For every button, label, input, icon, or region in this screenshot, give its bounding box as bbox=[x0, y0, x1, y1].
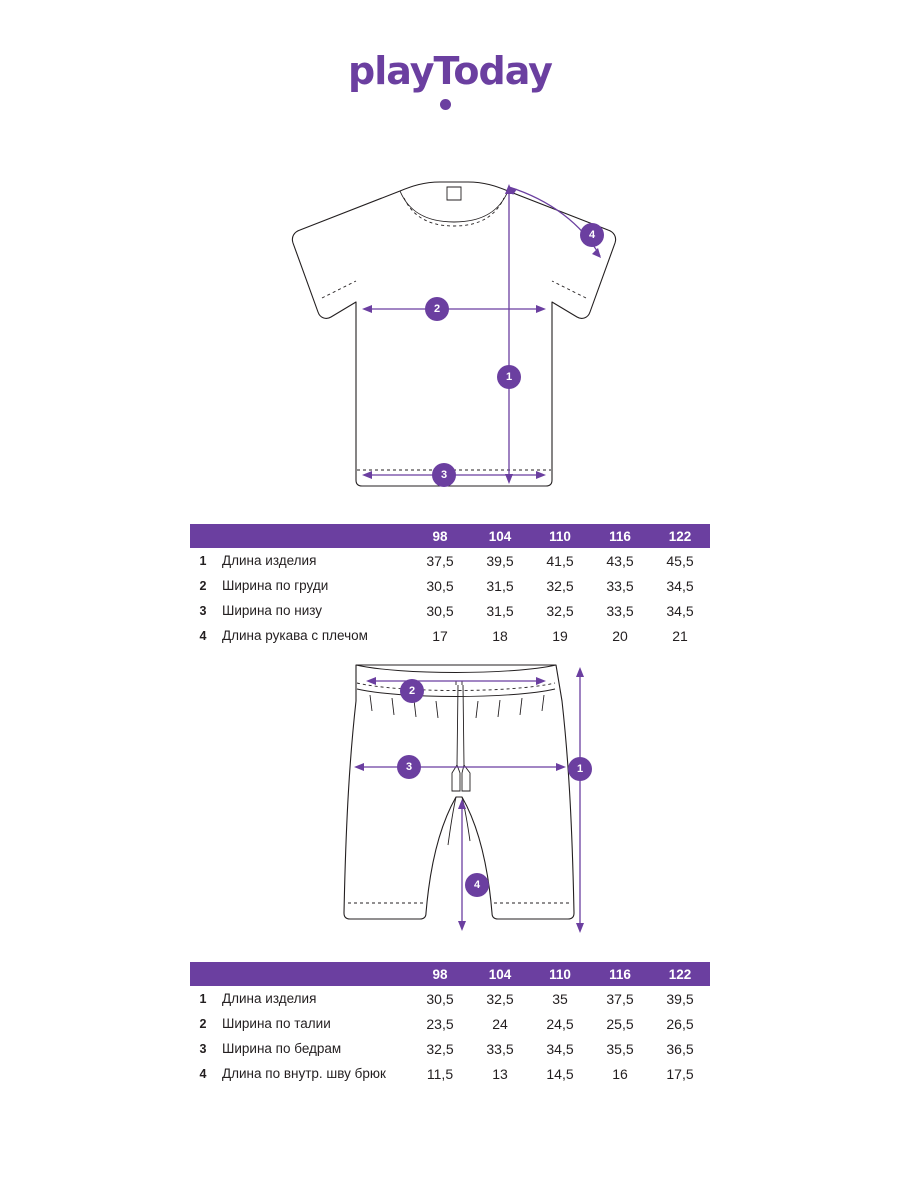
cell-value: 39,5 bbox=[486, 552, 514, 569]
cell-value: 32,5 bbox=[486, 990, 514, 1007]
table-row bbox=[190, 573, 710, 598]
row-label: Длина изделия bbox=[222, 553, 317, 568]
header-size-122: 122 bbox=[650, 962, 710, 986]
cell-value: 11,5 bbox=[426, 1065, 454, 1082]
cell-value: 17,5 bbox=[666, 1065, 694, 1082]
header-size-116: 116 bbox=[590, 524, 650, 548]
table-row bbox=[190, 1036, 710, 1061]
cell-value: 21 bbox=[672, 627, 688, 644]
table-shorts bbox=[190, 962, 710, 1086]
cell-value: 19 bbox=[552, 627, 568, 644]
cell-value: 35,5 bbox=[606, 1040, 634, 1057]
size-table-shorts bbox=[190, 962, 710, 1086]
table-row bbox=[190, 598, 710, 623]
row-label: Длина по внутр. шву брюк bbox=[222, 1066, 386, 1081]
cell-value: 30,5 bbox=[426, 990, 454, 1007]
cell-value: 37,5 bbox=[426, 552, 454, 569]
cell-value: 39,5 bbox=[666, 990, 694, 1007]
cell-value: 31,5 bbox=[486, 577, 514, 594]
svg-text:3: 3 bbox=[440, 469, 448, 481]
cell-value: 34,5 bbox=[546, 1040, 574, 1057]
header-size-104: 104 bbox=[470, 524, 530, 548]
cell-value: 18 bbox=[492, 627, 508, 644]
row-index: 3 bbox=[199, 603, 207, 618]
cell-value: 32,5 bbox=[546, 577, 574, 594]
header-size-122: 122 bbox=[650, 524, 710, 548]
cell-value: 16 bbox=[612, 1065, 628, 1082]
header-size-110: 110 bbox=[530, 524, 590, 548]
svg-text:2: 2 bbox=[408, 685, 416, 697]
header-size-116: 116 bbox=[590, 962, 650, 986]
header-size-98: 98 bbox=[410, 524, 470, 548]
cell-value: 31,5 bbox=[486, 602, 514, 619]
table-header-row bbox=[190, 962, 710, 986]
cell-value: 34,5 bbox=[666, 577, 694, 594]
cell-value: 14,5 bbox=[546, 1065, 574, 1082]
header-index bbox=[190, 524, 216, 548]
cell-value: 35 bbox=[552, 990, 568, 1007]
table-row bbox=[190, 548, 710, 573]
row-label: Ширина по талии bbox=[222, 1016, 331, 1031]
row-index: 2 bbox=[199, 1016, 207, 1031]
row-index: 3 bbox=[199, 1041, 207, 1056]
row-index: 1 bbox=[199, 553, 207, 568]
row-label: Ширина по низу bbox=[222, 603, 323, 618]
cell-value: 24,5 bbox=[546, 1015, 574, 1032]
svg-text:3: 3 bbox=[405, 761, 413, 773]
header-measure-name bbox=[216, 962, 410, 986]
table-header-row bbox=[190, 524, 710, 548]
cell-value: 33,5 bbox=[486, 1040, 514, 1057]
cell-value: 20 bbox=[612, 627, 628, 644]
row-index: 2 bbox=[199, 578, 207, 593]
table-row bbox=[190, 1061, 710, 1086]
cell-value: 25,5 bbox=[606, 1015, 634, 1032]
cell-value: 45,5 bbox=[666, 552, 694, 569]
svg-text:4: 4 bbox=[588, 229, 596, 241]
cell-value: 24 bbox=[492, 1015, 508, 1032]
cell-value: 41,5 bbox=[546, 552, 574, 569]
svg-text:1: 1 bbox=[505, 371, 513, 383]
header-measure-name bbox=[216, 524, 410, 548]
logo-dot bbox=[440, 99, 451, 110]
table-tshirt bbox=[190, 524, 710, 648]
row-label: Ширина по груди bbox=[222, 578, 329, 593]
svg-text:2: 2 bbox=[433, 303, 441, 315]
cell-value: 32,5 bbox=[546, 602, 574, 619]
brand-logo bbox=[0, 49, 900, 93]
cell-value: 37,5 bbox=[606, 990, 634, 1007]
header-size-110: 110 bbox=[530, 962, 590, 986]
row-index: 4 bbox=[199, 1066, 207, 1081]
t-shirt-technical-drawing bbox=[0, 160, 900, 510]
row-index: 1 bbox=[199, 991, 207, 1006]
cell-value: 23,5 bbox=[426, 1015, 454, 1032]
brand-logo-text: playToday bbox=[348, 49, 552, 93]
cell-value: 17 bbox=[432, 627, 448, 644]
cell-value: 34,5 bbox=[666, 602, 694, 619]
header-size-104: 104 bbox=[470, 962, 530, 986]
header-size-98: 98 bbox=[410, 962, 470, 986]
cell-value: 13 bbox=[492, 1065, 508, 1082]
svg-text:1: 1 bbox=[576, 763, 584, 775]
row-label: Длина изделия bbox=[222, 991, 317, 1006]
table-row bbox=[190, 1011, 710, 1036]
cell-value: 32,5 bbox=[426, 1040, 454, 1057]
svg-text:4: 4 bbox=[473, 879, 481, 891]
cell-value: 30,5 bbox=[426, 577, 454, 594]
cell-value: 43,5 bbox=[606, 552, 634, 569]
cell-value: 33,5 bbox=[606, 577, 634, 594]
cell-value: 33,5 bbox=[606, 602, 634, 619]
shorts-technical-drawing bbox=[0, 645, 900, 955]
size-table-tshirt bbox=[190, 524, 710, 648]
row-label: Длина рукава с плечом bbox=[222, 628, 368, 643]
row-label: Ширина по бедрам bbox=[222, 1041, 342, 1056]
cell-value: 36,5 bbox=[666, 1040, 694, 1057]
table-row bbox=[190, 986, 710, 1011]
row-index: 4 bbox=[199, 628, 207, 643]
cell-value: 26,5 bbox=[666, 1015, 694, 1032]
cell-value: 30,5 bbox=[426, 602, 454, 619]
header-index bbox=[190, 962, 216, 986]
